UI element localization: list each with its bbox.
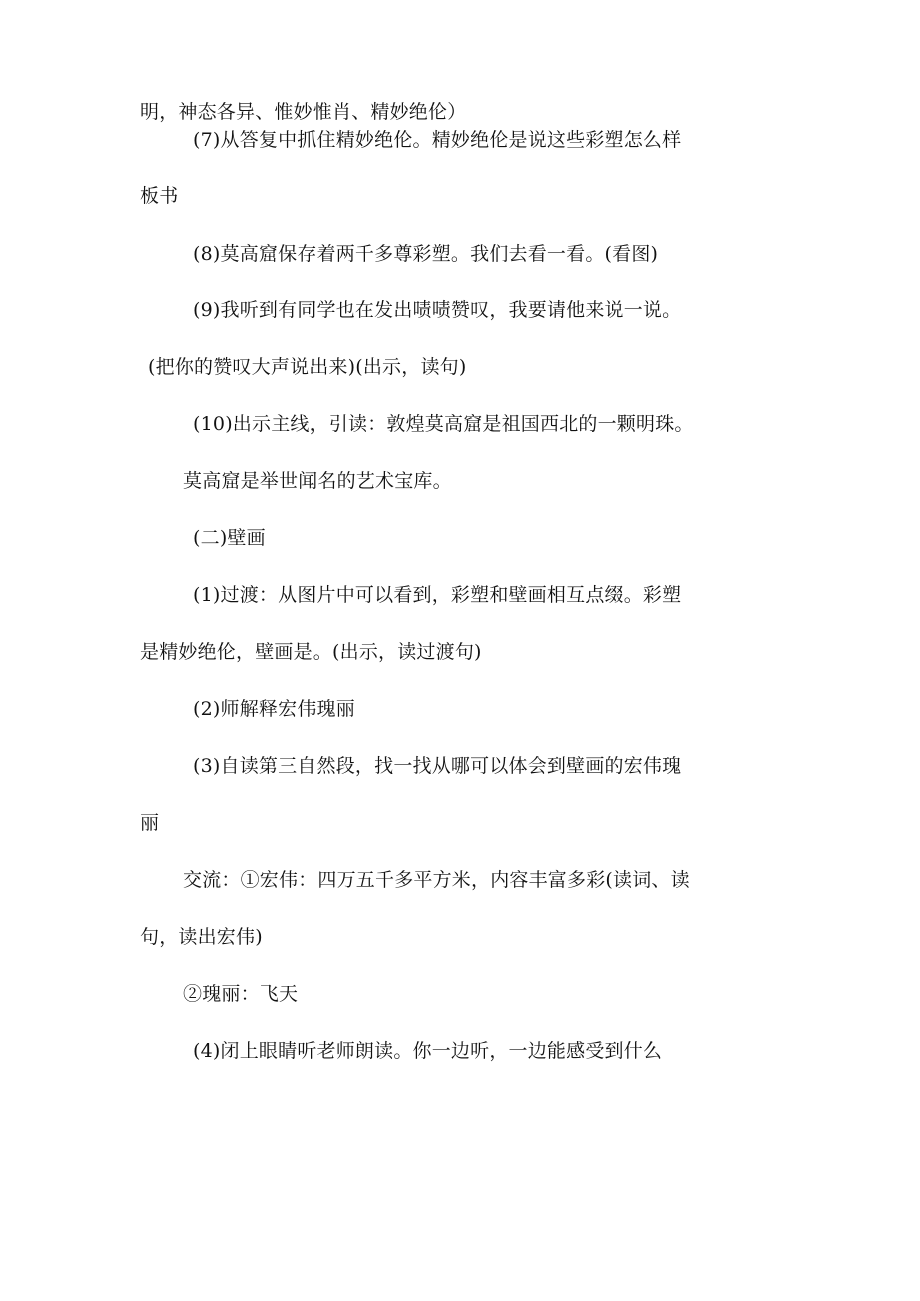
text-line-7: (10)出示主线，引读：敦煌莫高窟是祖国西北的一颗明珠。 bbox=[193, 413, 694, 435]
text-line-10: (1)过渡：从图片中可以看到，彩塑和壁画相互点缀。彩塑 bbox=[193, 584, 682, 606]
text-line-17: ②瑰丽：飞天 bbox=[183, 983, 299, 1005]
text-line-1: 明，神态各异、惟妙惟肖、精妙绝伦） bbox=[140, 101, 467, 123]
text-line-6: (把你的赞叹大声说出来)(出示，读句) bbox=[148, 356, 467, 378]
text-line-12: (2)师解释宏伟瑰丽 bbox=[193, 698, 355, 720]
text-line-5: (9)我听到有同学也在发出啧啧赞叹，我要请他来说一说。 bbox=[193, 299, 682, 321]
text-line-15: 交流：①宏伟：四万五千多平方米，内容丰富多彩(读词、读 bbox=[183, 869, 690, 891]
text-line-8: 莫高窟是举世闻名的艺术宝库。 bbox=[183, 470, 452, 492]
text-line-14: 丽 bbox=[140, 812, 160, 834]
text-line-18: (4)闭上眼睛听老师朗读。你一边听，一边能感受到什么 bbox=[193, 1040, 663, 1062]
text-line-4: (8)莫高窟保存着两千多尊彩塑。我们去看一看。(看图) bbox=[193, 243, 659, 265]
text-line-2: (7)从答复中抓住精妙绝伦。精妙绝伦是说这些彩塑怎么样 bbox=[193, 129, 682, 151]
text-line-13: (3)自读第三自然段，找一找从哪可以体会到壁画的宏伟瑰 bbox=[193, 755, 682, 777]
text-line-11: 是精妙绝伦，壁画是。(出示，读过渡句) bbox=[140, 641, 482, 663]
text-line-3: 板书 bbox=[140, 185, 179, 207]
text-line-16: 句，读出宏伟) bbox=[140, 926, 263, 948]
section-heading: (二)壁画 bbox=[193, 527, 266, 549]
